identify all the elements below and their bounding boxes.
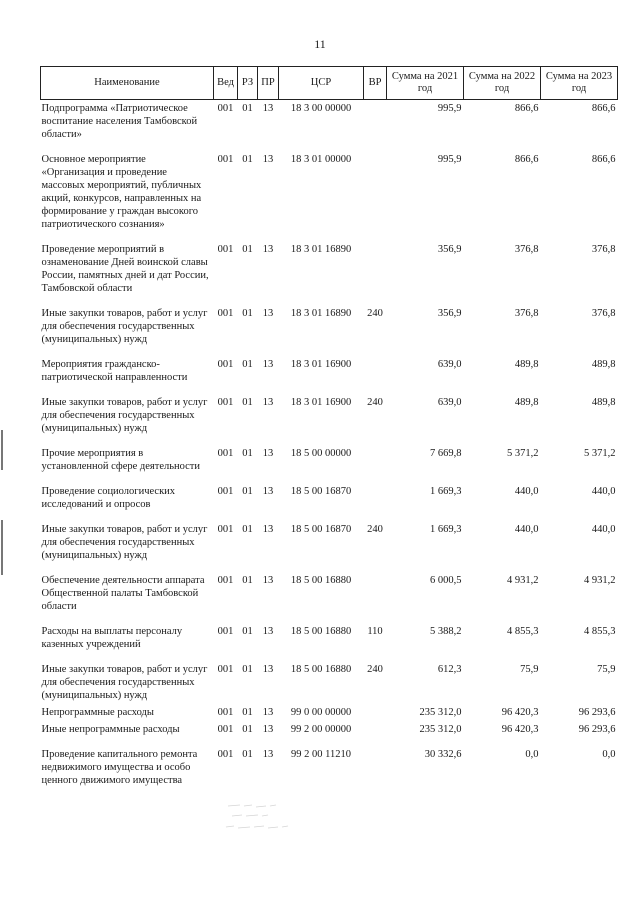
cell-csr: 18 3 01 16890	[290, 308, 352, 319]
cell-sum-2023: 489,8	[591, 359, 616, 370]
cell-ved: 001	[217, 664, 234, 675]
cell-pr: 13	[262, 707, 274, 718]
cell-pr: 13	[262, 448, 274, 459]
header-name: Наименование	[41, 67, 214, 100]
cell-sum-2023: 75,9	[597, 664, 616, 675]
cell-vr	[364, 445, 387, 483]
table-row	[41, 305, 618, 356]
cell-ved: 001	[217, 103, 234, 114]
cell-sum-2022: 4 931,2	[507, 575, 539, 586]
table-row	[41, 151, 618, 241]
cell-csr: 18 5 00 16880	[290, 575, 352, 586]
cell-sum-2022: 376,8	[514, 244, 539, 255]
cell-sum-2021: 6 000,5	[430, 575, 462, 586]
cell-sum-2022: 866,6	[514, 154, 539, 165]
cell-sum-2022: 489,8	[514, 397, 539, 408]
cell-vr: 240	[367, 397, 383, 408]
cell-ved: 001	[217, 308, 234, 319]
cell-csr: 99 2 00 00000	[290, 724, 352, 735]
cell-name: Основное мероприятие «Организация и проведение массовых мероприятий, публичных акций, конкурсов, направленных на формирование у граждан высокого патриотического сознания»	[41, 154, 202, 230]
cell-pr: 13	[262, 749, 274, 760]
header-sum-2023: Сумма на 2023 год	[541, 67, 618, 100]
header-vr: ВР	[364, 67, 387, 100]
cell-pr: 13	[262, 308, 274, 319]
cell-csr: 18 3 01 16900	[290, 359, 352, 370]
cell-name: Непрограммные расходы	[41, 707, 154, 718]
cell-sum-2023: 96 293,6	[578, 707, 616, 718]
cell-ved: 001	[217, 724, 234, 735]
cell-sum-2021: 612,3	[437, 664, 462, 675]
cell-sum-2023: 376,8	[591, 308, 616, 319]
header-sum-2021: Сумма на 2021 год	[387, 67, 464, 100]
cell-sum-2022: 4 855,3	[507, 626, 539, 637]
cell-sum-2023: 96 293,6	[578, 724, 616, 735]
cell-rz: 01	[242, 154, 253, 165]
cell-ved: 001	[217, 397, 234, 408]
cell-sum-2022: 866,6	[514, 103, 539, 114]
header-csr: ЦСР	[279, 67, 364, 100]
cell-name: Подпрограмма «Патриотическое воспитание населения Тамбовской области»	[41, 103, 198, 140]
cell-sum-2023: 489,8	[591, 397, 616, 408]
cell-pr: 13	[262, 486, 274, 497]
cell-csr: 18 5 00 16880	[290, 626, 352, 637]
cell-sum-2021: 995,9	[437, 103, 462, 114]
cell-rz: 01	[242, 575, 253, 586]
cell-csr: 99 2 00 11210	[291, 749, 351, 760]
cell-rz: 01	[242, 524, 253, 535]
faded-stamp-mark	[222, 800, 300, 836]
table-row	[41, 661, 618, 704]
cell-csr: 18 3 01 16900	[290, 397, 352, 408]
cell-vr	[364, 241, 387, 305]
cell-pr: 13	[262, 575, 274, 586]
cell-sum-2021: 30 332,6	[424, 749, 462, 760]
table-row	[41, 704, 618, 721]
cell-name: Иные непрограммные расходы	[41, 724, 180, 735]
cell-csr: 18 5 00 16870	[290, 486, 352, 497]
cell-sum-2022: 96 420,3	[501, 724, 539, 735]
cell-sum-2023: 0,0	[602, 749, 616, 760]
cell-vr	[364, 483, 387, 521]
cell-csr: 18 5 00 00000	[290, 448, 352, 459]
cell-sum-2023: 866,6	[591, 154, 616, 165]
cell-name: Проведение мероприятий в ознаменование Дней воинской славы России, памятных дней и дат России, Тамбовской области	[41, 244, 209, 294]
cell-sum-2021: 639,0	[437, 397, 462, 408]
cell-sum-2023: 4 855,3	[584, 626, 616, 637]
cell-vr	[364, 356, 387, 394]
cell-ved: 001	[217, 359, 234, 370]
cell-vr: 240	[367, 524, 383, 535]
cell-pr: 13	[262, 359, 274, 370]
cell-name: Иные закупки товаров, работ и услуг для обеспечения государственных (муниципальных) нужд	[41, 664, 208, 701]
cell-sum-2022: 440,0	[514, 524, 539, 535]
cell-ved: 001	[217, 707, 234, 718]
cell-name: Иные закупки товаров, работ и услуг для обеспечения государственных (муниципальных) нужд	[41, 524, 208, 561]
cell-rz: 01	[242, 724, 253, 735]
cell-sum-2023: 5 371,2	[584, 448, 616, 459]
header-rz: РЗ	[238, 67, 258, 100]
cell-vr	[364, 572, 387, 623]
cell-vr	[364, 704, 387, 721]
header-pr: ПР	[258, 67, 279, 100]
cell-csr: 18 3 01 16890	[290, 244, 352, 255]
cell-csr: 18 5 00 16880	[290, 664, 352, 675]
cell-rz: 01	[242, 103, 253, 114]
cell-pr: 13	[262, 244, 274, 255]
cell-rz: 01	[242, 308, 253, 319]
cell-sum-2022: 489,8	[514, 359, 539, 370]
table-row	[41, 241, 618, 305]
cell-rz: 01	[242, 664, 253, 675]
cell-vr: 110	[367, 626, 383, 637]
cell-sum-2021: 235 312,0	[419, 707, 462, 718]
cell-sum-2021: 356,9	[437, 244, 462, 255]
cell-rz: 01	[242, 397, 253, 408]
page-number: 11	[314, 37, 326, 51]
cell-rz: 01	[242, 486, 253, 497]
table-row	[41, 623, 618, 661]
budget-table	[40, 66, 618, 797]
cell-vr	[364, 721, 387, 746]
cell-rz: 01	[242, 244, 253, 255]
cell-vr	[364, 100, 387, 152]
cell-csr: 18 3 00 00000	[290, 103, 352, 114]
cell-sum-2021: 5 388,2	[430, 626, 462, 637]
cell-name: Проведение капитального ремонта недвижимого имущества и особо ценного движимого имущества	[41, 749, 198, 786]
cell-sum-2021: 995,9	[437, 154, 462, 165]
cell-sum-2023: 440,0	[591, 524, 616, 535]
scan-margin-mark	[1, 520, 3, 575]
cell-sum-2023: 866,6	[591, 103, 616, 114]
cell-sum-2022: 440,0	[514, 486, 539, 497]
table-header-row	[41, 67, 618, 100]
scan-margin-mark	[1, 430, 3, 470]
cell-csr: 18 5 00 16870	[290, 524, 352, 535]
cell-vr: 240	[367, 308, 383, 319]
header-sum-2022: Сумма на 2022 год	[464, 67, 541, 100]
cell-sum-2023: 440,0	[591, 486, 616, 497]
cell-pr: 13	[262, 626, 274, 637]
cell-sum-2021: 235 312,0	[419, 724, 462, 735]
table-row	[41, 356, 618, 394]
cell-sum-2022: 0,0	[525, 749, 539, 760]
table-row	[41, 521, 618, 572]
table-row	[41, 483, 618, 521]
cell-vr	[364, 746, 387, 797]
cell-ved: 001	[217, 575, 234, 586]
cell-rz: 01	[242, 359, 253, 370]
cell-csr: 18 3 01 00000	[290, 154, 352, 165]
cell-ved: 001	[217, 626, 234, 637]
header-ved: Вед	[214, 67, 238, 100]
cell-vr: 240	[367, 664, 383, 675]
cell-name: Расходы на выплаты персоналу казенных учреждений	[41, 626, 183, 650]
cell-ved: 001	[217, 244, 234, 255]
cell-sum-2022: 376,8	[514, 308, 539, 319]
cell-sum-2021: 1 669,3	[430, 486, 462, 497]
cell-pr: 13	[262, 724, 274, 735]
cell-name: Обеспечение деятельности аппарата Общественной палаты Тамбовской области	[41, 575, 205, 612]
cell-sum-2021: 7 669,8	[430, 448, 462, 459]
table-row	[41, 721, 618, 746]
cell-name: Мероприятия гражданско-патриотической направленности	[41, 359, 188, 383]
cell-rz: 01	[242, 448, 253, 459]
cell-name: Проведение социологических исследований и опросов	[41, 486, 176, 510]
cell-sum-2022: 75,9	[520, 664, 539, 675]
cell-csr: 99 0 00 00000	[290, 707, 352, 718]
cell-pr: 13	[262, 524, 274, 535]
cell-pr: 13	[262, 397, 274, 408]
cell-pr: 13	[262, 664, 274, 675]
cell-sum-2021: 639,0	[437, 359, 462, 370]
cell-ved: 001	[217, 154, 234, 165]
table-body	[41, 100, 618, 798]
cell-vr	[364, 151, 387, 241]
cell-ved: 001	[217, 448, 234, 459]
cell-sum-2023: 376,8	[591, 244, 616, 255]
table-row	[41, 394, 618, 445]
cell-name: Иные закупки товаров, работ и услуг для обеспечения государственных (муниципальных) нужд	[41, 308, 208, 345]
cell-rz: 01	[242, 707, 253, 718]
cell-ved: 001	[217, 486, 234, 497]
cell-ved: 001	[217, 524, 234, 535]
cell-sum-2022: 5 371,2	[507, 448, 539, 459]
cell-name: Иные закупки товаров, работ и услуг для обеспечения государственных (муниципальных) нужд	[41, 397, 208, 434]
cell-sum-2022: 96 420,3	[501, 707, 539, 718]
cell-sum-2021: 356,9	[437, 308, 462, 319]
table-row	[41, 445, 618, 483]
cell-rz: 01	[242, 749, 253, 760]
cell-sum-2023: 4 931,2	[584, 575, 616, 586]
cell-pr: 13	[262, 103, 274, 114]
cell-rz: 01	[242, 626, 253, 637]
table-row	[41, 572, 618, 623]
table-row	[41, 100, 618, 152]
cell-ved: 001	[217, 749, 234, 760]
table-row	[41, 746, 618, 797]
cell-sum-2021: 1 669,3	[430, 524, 462, 535]
cell-name: Прочие мероприятия в установленной сфере деятельности	[41, 448, 201, 472]
cell-pr: 13	[262, 154, 274, 165]
